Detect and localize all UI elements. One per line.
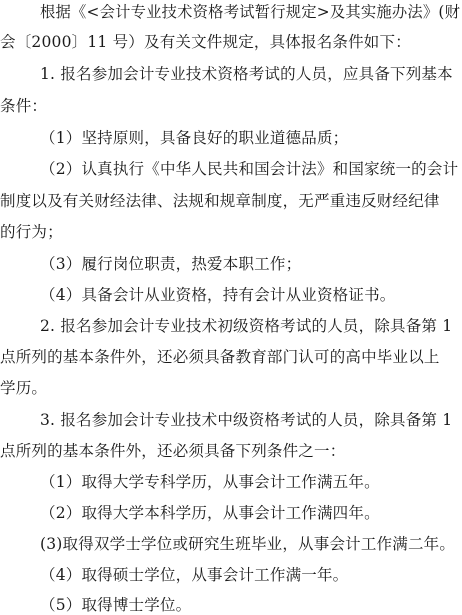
text-line: 根据《<会计专业技术资格考试暂行规定>及其实施办法》(财: [40, 3, 461, 21]
text-line: 学历。: [0, 379, 48, 397]
text-line: （3）履行岗位职责，热爱本职工作；: [40, 255, 302, 273]
text-line: (3)取得双学士学位或研究生班毕业，从事会计工作满二年。: [40, 535, 456, 553]
text-line: 点所列的基本条件外，还必须具备下列条件之一：: [0, 442, 346, 460]
text-line: （4）具备会计从业资格，持有会计从业资格证书。: [40, 286, 396, 304]
text-line: （1）取得大学专科学历，从事会计工作满五年。: [40, 473, 380, 491]
text-line: 制度以及有关财经法律、法规和规章制度，无严重违反财经纪律: [0, 192, 440, 210]
text-line: （5）取得博士学位。: [40, 596, 192, 614]
text-line: 1. 报名参加会计专业技术资格考试的人员，应具备下列基本: [40, 65, 453, 83]
text-line: 点所列的基本条件外，还必须具备教育部门认可的高中毕业以上: [0, 348, 440, 366]
text-line: （1）坚持原则，具备良好的职业道德品质；: [40, 129, 349, 147]
text-line: 3. 报名参加会计专业技术中级资格考试的人员，除具备第 1: [40, 411, 453, 429]
text-line: （4）取得硕士学位，从事会计工作满一年。: [40, 566, 349, 584]
text-line: 会〔2000〕11 号）及有关文件规定，具体报名条件如下：: [0, 33, 411, 51]
text-line: （2）认真执行《中华人民共和国会计法》和国家统一的会计: [40, 160, 459, 178]
text-line: 的行为；: [0, 223, 63, 241]
text-line: 条件：: [0, 97, 48, 115]
text-line: 2. 报名参加会计专业技术初级资格考试的人员，除具备第 1: [40, 317, 453, 335]
text-line: （2）取得大学本科学历，从事会计工作满四年。: [40, 504, 380, 522]
